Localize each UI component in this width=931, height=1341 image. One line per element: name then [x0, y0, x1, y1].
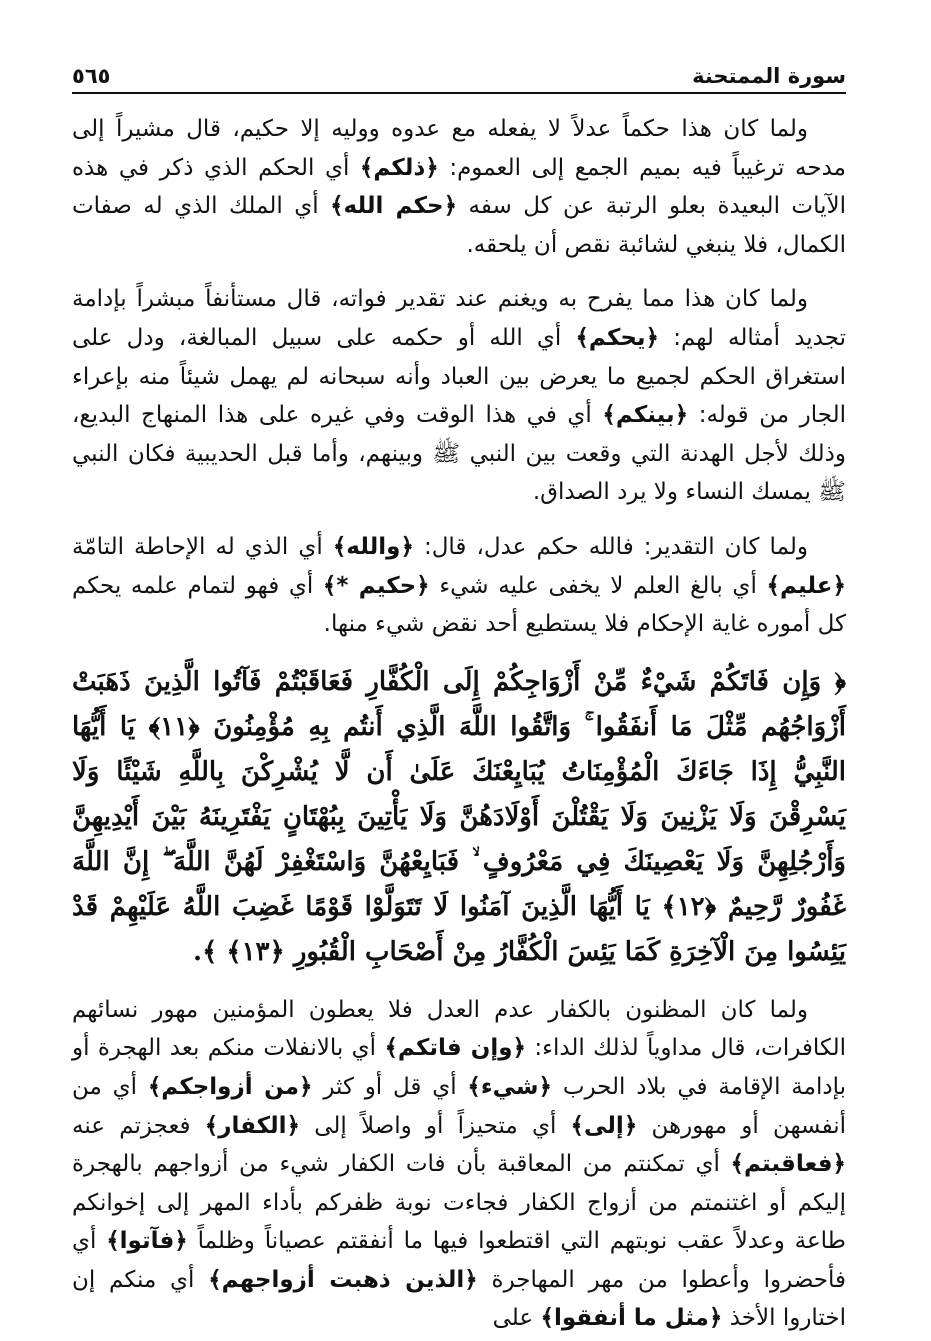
text-segment: أي بالغ العلم لا يخفى عليه شيء [429, 572, 767, 599]
text-segment: أي قل أو كثر [312, 1073, 468, 1100]
quran-quote: ﴿والله﴾ [332, 533, 414, 560]
quran-quote: ﴿إلى﴾ [570, 1112, 638, 1139]
text-segment: أي الله أو حكمه على سبيل المبالغة، ودل على استغراق الحكم لجميع ما يعرض بين العباد وأنه سبحانه لم يهمل شيئاً منه بإعراء الجار من قوله: [72, 324, 846, 429]
quran-quote: ﴿فآتوا﴾ [106, 1228, 188, 1255]
quran-quote: ﴿وإن فاتكم﴾ [384, 1035, 527, 1062]
page-body [72, 110, 846, 1338]
text-segment: أي تمكنتم من المعاقبة بأن فات الكفار شيء من أزواجهم بالهجرة إليكم أو اغتنمتم من أزواج الكفار فجاءت نوبة ظفركم بأداء المهر إلى إخوانكم طاعة وعدلاً عقب نوبتهم التي اقتطعوا فيها ما أنفقتم عصياناً وظلماً [72, 1151, 846, 1255]
text-segment: أي الملك الذي له صفات الكمال، فلا ينبغي لشائبة نقص أن يلحقه. [72, 193, 846, 258]
quran-quote: ﴿بينكم﴾ [602, 402, 689, 429]
quran-quote: ﴿عليم﴾ [766, 572, 846, 599]
quran-quote: ﴿الذين ذهبت أزواجهم﴾ [208, 1266, 478, 1293]
text-segment: أي فهو لتمام علمه يحكم كل أموره غاية الإحكام فلا يستطيع أحد نقض شيء منها. [72, 572, 846, 638]
quran-quote: ﴿حكم الله﴾ [330, 193, 458, 220]
quran-quote: ﴿شيء﴾ [467, 1073, 553, 1100]
quran-verse-block: ﴿ وَإِن فَاتَكُمْ شَيْءٌ مِّنْ أَزْوَاجِكُمْ إِلَى الْكُفَّارِ فَعَاقَبْتُمْ فَآتُوا الَّذِينَ ذَهَبَتْ أَزْوَاجُهُم مِّثْلَ مَا أَنفَقُوا ۚ وَاتَّقُوا اللَّهَ الَّذِي أَنتُم بِهِ مُؤْمِنُونَ ﴿١١﴾ يَا أَيُّهَا النَّبِيُّ إِذَا جَاءَكَ الْمُؤْمِنَاتُ يُبَايِعْنَكَ عَلَىٰ أَن لَّا يُشْرِكْنَ بِاللَّهِ شَيْئًا وَلَا يَسْرِقْنَ وَلَا يَزْنِينَ وَلَا يَقْتُلْنَ أَوْلَادَهُنَّ وَلَا يَأْتِينَ بِبُهْتَانٍ يَفْتَرِينَهُ بَيْنَ أَيْدِيهِنَّ وَأَرْجُلِهِنَّ وَلَا يَعْصِينَكَ فِي مَعْرُوفٍ ۙ فَبَايِعْهُنَّ وَاسْتَغْفِرْ لَهُنَّ اللَّهَ ۖ إِنَّ اللَّهَ غَفُورٌ رَّحِيمٌ ﴿١٢﴾ يَا أَيُّهَا الَّذِينَ آمَنُوا لَا تَتَوَلَّوْا قَوْمًا غَضِبَ اللَّهُ عَلَيْهِمْ قَدْ يَئِسُوا مِنَ الْآخِرَةِ كَمَا يَئِسَ الْكُفَّارُ مِنْ أَصْحَابِ الْقُبُورِ ﴿١٣﴾ ﴾. [72, 666, 846, 967]
quran-quote: ﴿حكيم *﴾ [322, 572, 430, 599]
quran-quote: ﴿مثل ما أنفقوا﴾ [540, 1305, 723, 1332]
quran-quote: ﴿فعاقبتم﴾ [730, 1151, 846, 1178]
quran-quote: ﴿يحكم﴾ [575, 324, 660, 351]
quran-quote: ﴿الكفار﴾ [204, 1112, 301, 1139]
surah-title: سورة الممتحنة [692, 64, 846, 88]
quran-quote: ﴿من أزواجكم﴾ [147, 1073, 313, 1100]
page-header [72, 60, 846, 94]
text-segment: ولما كان التقدير: فالله حكم عدل، قال: [413, 533, 808, 560]
page-number: ٥٦٥ [72, 64, 111, 88]
text-segment: أي من أنفسهن أو مهورهن [72, 1073, 846, 1139]
text-segment: أي في هذا الوقت وفي غيره على هذا المنهاج البديع، وذلك لأجل الهدنة التي وقعت بين النبي ﷺ وبينهم، وأما قبل الحديبية فكان النبي ﷺ يمسك النساء ولا يرد الصداق. [72, 402, 846, 506]
text-segment: أي منكم إن اختاروا الأخذ [72, 1266, 846, 1332]
text-segment: على [492, 1305, 541, 1332]
text-segment: أي الحكم الذي ذكر في هذه الآيات البعيدة بعلو الرتبة عن كل سفه [72, 154, 846, 220]
paragraph-3 [72, 528, 846, 644]
text-segment: ولما كان هذا حكماً عدلاً لا يفعله مع عدوه ووليه إلا حكيم، قال مشيراً إلى مدحه ترغيباً فيه بميم الجمع إلى العموم: [72, 116, 846, 181]
header-rule [72, 92, 846, 94]
paragraph-2 [72, 280, 846, 512]
text-segment: أي متحيزاً أو واصلاً إلى [300, 1112, 571, 1139]
text-segment: أي بالانفلات منكم بعد الهجرة أو بإدامة الإقامة في بلاد الحرب [72, 1035, 846, 1100]
quran-quote: ﴿ذلكم﴾ [359, 154, 439, 181]
paragraph-1 [72, 110, 846, 264]
text-segment: ولما كان المظنون بالكفار عدم العدل فلا يعطون المؤمنين مهور نسائهم الكافرات، قال مداوياً لذلك الداء: [72, 996, 846, 1062]
text-segment: أي الذي له الإحاطة التامّة [72, 533, 333, 560]
text-segment: ولما كان هذا مما يفرح به ويغنم عند تقدير فواته، قال مستأنفاً مبشراً بإدامة تجديد أمثاله لهم: [72, 286, 846, 351]
text-segment: أي فأحضروا وأعطوا من مهر المهاجرة [72, 1228, 846, 1293]
paragraph-4 [72, 991, 846, 1338]
text-segment: فعجزتم عنه [72, 1112, 205, 1139]
